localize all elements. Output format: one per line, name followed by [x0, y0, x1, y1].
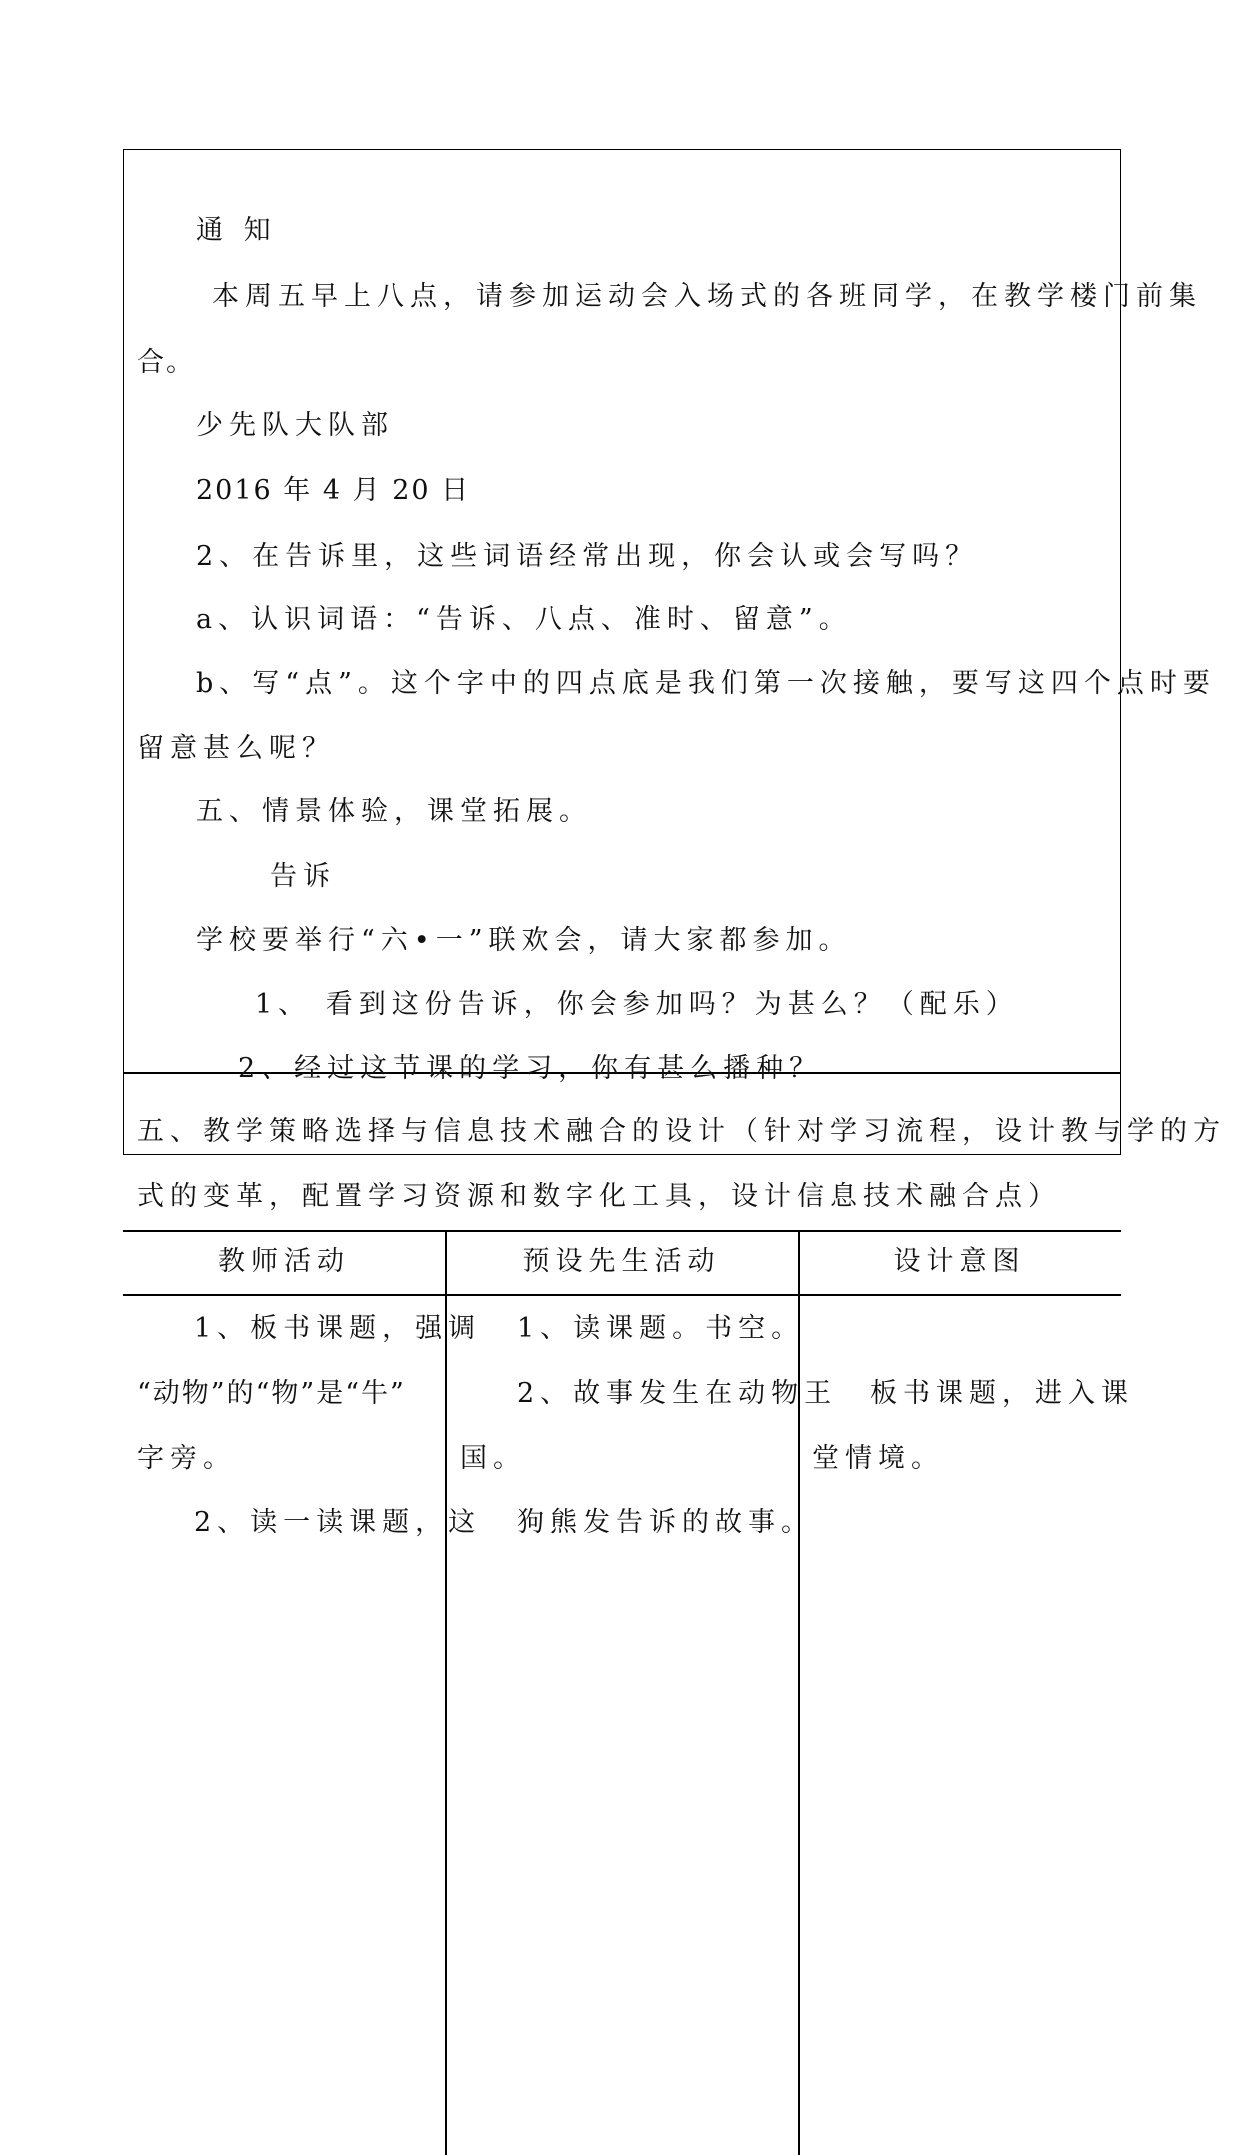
strategy-line2: 式的变革，配置学习资源和数字化工具，设计信息技术融合点）: [137, 1181, 1061, 1212]
header-student-activity: 预设先生活动: [522, 1246, 721, 1277]
teacher-line-3: 字旁。: [137, 1443, 236, 1474]
section5-question-2: 2、经过这节课的学习，你有甚么播种？: [238, 1053, 823, 1084]
section5-notice-title: 告诉: [270, 861, 336, 892]
header-teacher-activity: 教师活动: [218, 1246, 350, 1277]
notice-signer: 少先队大队部: [196, 410, 394, 441]
notice-body-line2: 合。: [137, 347, 195, 378]
teacher-line-4: 2、读一读课题，这: [194, 1507, 482, 1538]
section5-question-1: 1、 看到这份告诉，你会参加吗？为甚么？（配乐）: [255, 989, 1019, 1020]
section2-item-b-line2: 留意甚么呢？: [137, 733, 335, 764]
section2-question: 2、在告诉里，这些词语经常出现，你会认或会写吗？: [196, 541, 979, 572]
intent-line-1: 板书课题，进入课: [870, 1378, 1134, 1409]
notice-title: 通 知: [196, 215, 277, 246]
row-divider-2: [123, 1230, 1121, 1232]
teacher-line-1: 1、板书课题，强调: [194, 1313, 482, 1344]
intent-line-2: 堂情境。: [812, 1443, 944, 1474]
strategy-line1: 五、教学策略选择与信息技术融合的设计（针对学习流程，设计教与学的方: [137, 1116, 1226, 1147]
col-divider-1: [445, 1230, 447, 2155]
header-design-intent: 设计意图: [893, 1246, 1026, 1277]
notice-body-line1: 本周五早上八点，请参加运动会入场式的各班同学，在教学楼门前集: [212, 281, 1202, 312]
section5-notice-body: 学校要举行“六•一”联欢会，请大家都参加。: [196, 925, 852, 956]
section2-item-a: a、认识词语：“告诉、八点、准时、留意”。: [196, 604, 852, 635]
student-line-1: 1、读课题。书空。: [517, 1313, 805, 1344]
student-line-3: 国。: [460, 1443, 526, 1474]
student-line-4: 狗熊发告诉的故事。: [517, 1507, 814, 1538]
section2-item-b-line1: b、写“点”。这个字中的四点底是我们第一次接触，要写这四个点时要: [196, 668, 1216, 699]
row-divider-3: [123, 1294, 1121, 1296]
notice-date: 2016 年 4 月 20 日: [196, 475, 471, 506]
col-divider-2: [798, 1230, 800, 2155]
section5-heading: 五、情景体验，课堂拓展。: [196, 796, 592, 827]
student-line-2: 2、故事发生在动物王: [517, 1378, 838, 1409]
teacher-line-2: “动物”的“物”是“牛”: [137, 1378, 406, 1409]
